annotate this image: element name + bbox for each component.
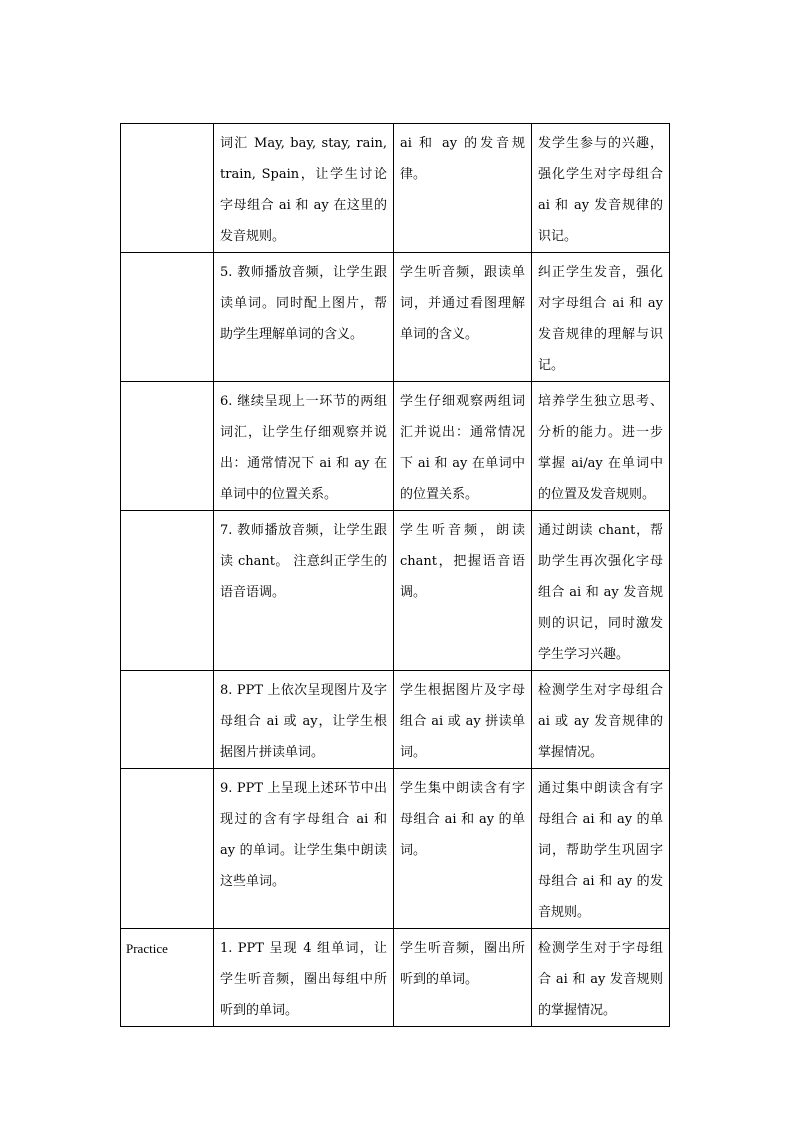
stage-cell <box>121 511 214 671</box>
student-activity-cell: 学生集中朗读含有字母组合 ai 和 ay 的单词。 <box>394 769 532 929</box>
student-activity-cell: 学生听音频，跟读单词，并通过看图理解单词的含义。 <box>394 253 532 382</box>
student-activity-cell: 学生仔细观察两组词汇并说出：通常情况下 ai 和 ay 在单词中的位置关系。 <box>394 382 532 511</box>
student-activity-cell: ai 和 ay 的发音规律。 <box>394 124 532 253</box>
stage-cell <box>121 671 214 769</box>
teacher-activity-cell: 7. 教师播放音频，让学生跟读 chant。 注意纠正学生的语音语调。 <box>214 511 394 671</box>
table-row <box>121 124 670 253</box>
teacher-activity-cell: 1. PPT 呈现 4 组单词，让学生听音频，圈出每组中所听到的单词。 <box>214 929 394 1027</box>
table-row <box>121 929 670 1027</box>
table-row <box>121 671 670 769</box>
student-activity-cell: 学生听音频，朗读 chant，把握语音语调。 <box>394 511 532 671</box>
teacher-activity-cell: 9. PPT 上呈现上述环节中出现过的含有字母组合 ai 和 ay 的单词。让学生集中朗读这些单词。 <box>214 769 394 929</box>
teacher-activity-cell: 6. 继续呈现上一环节的两组词汇，让学生仔细观察并说出：通常情况下 ai 和 ay 在单词中的位置关系。 <box>214 382 394 511</box>
purpose-cell: 检测学生对于字母组合 ai 和 ay 发音规则的掌握情况。 <box>532 929 670 1027</box>
stage-cell <box>121 253 214 382</box>
lesson-plan-table <box>120 123 670 1027</box>
table-row <box>121 769 670 929</box>
student-activity-cell: 学生听音频，圈出所听到的单词。 <box>394 929 532 1027</box>
purpose-cell: 发学生参与的兴趣，强化学生对字母组合 ai 和 ay 发音规律的识记。 <box>532 124 670 253</box>
teacher-activity-cell: 词汇 May, bay, stay, rain, train, Spain，让学生讨论字母组合 ai 和 ay 在这里的发音规则。 <box>214 124 394 253</box>
stage-cell <box>121 382 214 511</box>
stage-cell <box>121 124 214 253</box>
table-row <box>121 511 670 671</box>
purpose-cell: 培养学生独立思考、分析的能力。进一步掌握 ai/ay 在单词中的位置及发音规则。 <box>532 382 670 511</box>
student-activity-cell: 学生根据图片及字母组合 ai 或 ay 拼读单词。 <box>394 671 532 769</box>
purpose-cell: 检测学生对字母组合 ai 或 ay 发音规律的掌握情况。 <box>532 671 670 769</box>
purpose-cell: 通过集中朗读含有字母组合 ai 和 ay 的单词，帮助学生巩固字母组合 ai 和 ay 的发音规则。 <box>532 769 670 929</box>
purpose-cell: 通过朗读 chant，帮助学生再次强化字母组合 ai 和 ay 发音规则的识记，同时激发学生学习兴趣。 <box>532 511 670 671</box>
purpose-cell: 纠正学生发音，强化对字母组合 ai 和 ay 发音规律的理解与识记。 <box>532 253 670 382</box>
stage-cell <box>121 769 214 929</box>
table-row <box>121 382 670 511</box>
stage-cell: Practice <box>121 929 214 1027</box>
table-row <box>121 253 670 382</box>
teacher-activity-cell: 5. 教师播放音频，让学生跟读单词。同时配上图片，帮助学生理解单词的含义。 <box>214 253 394 382</box>
teacher-activity-cell: 8. PPT 上依次呈现图片及字母组合 ai 或 ay，让学生根据图片拼读单词。 <box>214 671 394 769</box>
